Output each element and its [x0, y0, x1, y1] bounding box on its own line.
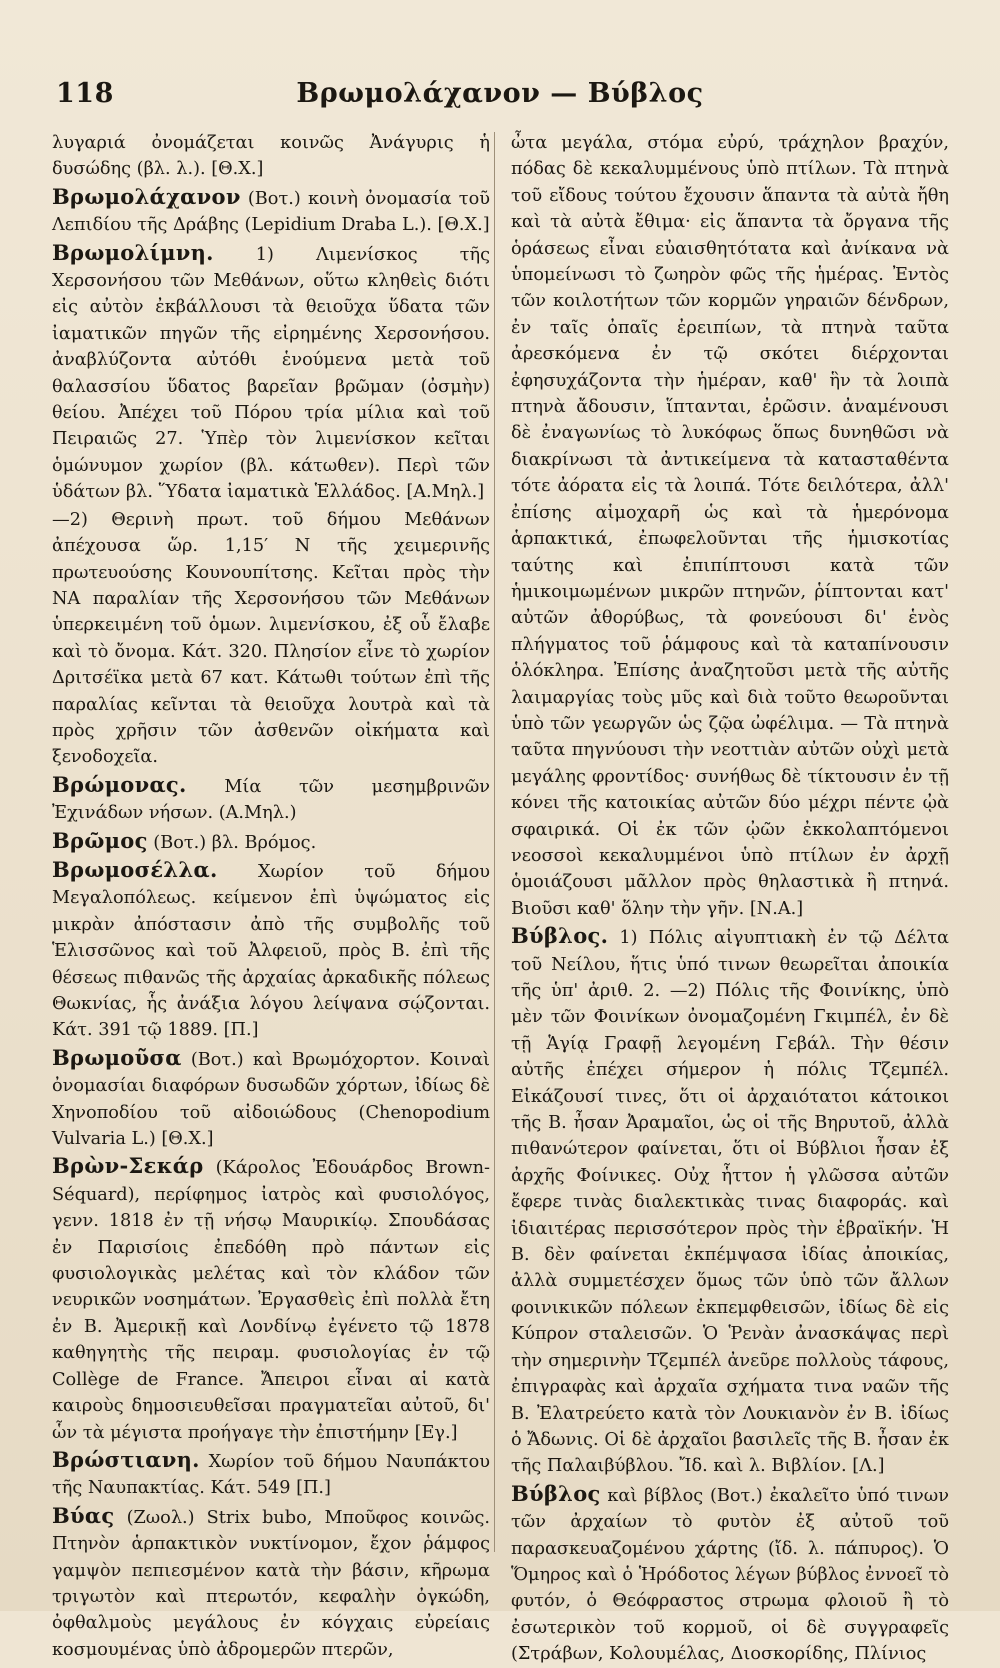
running-head: Βρωμολάχανον — Βύβλος [296, 78, 704, 109]
entry-text: 1) Πόλις αἰγυπτιακὴ ἐν τῷ Δέλτα τοῦ Νείλου, ἥτις ὑπό τινων θεωρεῖται ἀποικία τῆς ὑπ' ἀριθ. 2. —2) Πόλις τῆς Φοινίκης, ὑπὸ μὲν τῶν Φοινίκων ὀνομαζομένη Γκιμπέλ, ἐν δὲ τῇ Ἁγίᾳ Γραφῇ λεγομένη Γεβάλ. Τὴν θέσιν αὐτῆς ἐπέχει σήμερον ἡ πόλις Τζεμπέλ. Εἰκάζουσί τινες, ὅτι οἱ ἀρχαιότατοι κάτοικοι τῆς Β. ἦσαν Ἀραμαῖοι, ὡς οἱ τῆς Βηρυτοῦ, ἀλλὰ πιθανώτερον φαίνεται, ὅτι οἱ Βύβλιοι ἦσαν ἐξ ἀρχῆς Φοίνικες. Οὐχ ἧττον ἡ γλῶσσα αὐτῶν ἔφερε τινὰς διαλεκτικὰς τινας διαφοράς. καὶ ἰδιαιτέρας περισσότερον πρὸς τὴν ἑβραϊκήν. Ἡ Β. δὲν φαίνεται ἐκπέμψασα ἰδίας ἀποικίας, ἀλλὰ συμμετέσχεν ὅμως τῶν ὑπὸ τῶν ἄλλων φοινικικῶν πόλεων ἐκπεμφθεισῶν, ἰδίως δὲ εἰς Κύπρον σταλεισῶν. Ὁ Ῥενὰν ἀνασκάψας περὶ τὴν σημερινὴν Τζεμπέλ ἀνεῦρε πολλοὺς τάφους, ἐπιγραφὰς καὶ ἀρχαῖα σχήματα τινα ναῶν τῆς Β. Ἐλατρεύετο κατὰ τὸν Λουκιανὸν ἐν Β. ἰδίως ὁ Ἄδωνις. Οἱ δὲ ἀρχαῖοι βασιλεῖς τῆς Β. ἦσαν ἐκ τῆς Παλαιβύβλου. Ἴδ. καὶ λ. Βιβλίον. [Λ.] [511, 928, 949, 1477]
dictionary-entry [52, 507, 490, 771]
dictionary-entry [52, 828, 490, 856]
entry-headword: Βρώμονας. [52, 771, 187, 797]
entry-text: (Βοτ.) κοινὴ ὀνομασία τοῦ Λεπιδίου τῆς Δράβης (Lepidium Draba L.). [Θ.Χ.] [52, 188, 490, 236]
entry-text: (Ζωολ.) Strix bubo, Μποῦφος κοινῶς. Πτηνὸν ἁρπακτικὸν νυκτίνομον, ἔχον ῥάμφος γαμψὸν πεπιεσμένον κατὰ τὴν βάσιν, κῆρωμα τριγωτὸν καὶ πτερωτόν, κεφαλὴν ὀγκώδη, ὀφθαλμοὺς μεγάλους ἐν κόγχαις εὐρείαις κοσμουμένας ὑπὸ ἀδρομερῶν πτερῶν, [52, 1507, 490, 1660]
entry-headword: Βρώστιανη. [52, 1446, 200, 1472]
dictionary-entry [511, 923, 949, 1480]
entry-text: (Βοτ.) βλ. Βρόμος. [147, 832, 317, 853]
entry-text: (Κάρολος Ἐδουάρδος Brown-Séquard), περίφημος ἰατρὸς καὶ φυσιολόγος, γενν. 1818 ἐν τῇ νήσῳ Μαυρικίῳ. Σπουδάσας ἐν Παρισίοις ἐπεδόθη πρὸ πάντων εἰς φυσιολογικὰς μελέτας καὶ τὸν κλάδον τῶν νευρικῶν νοσημάτων. Ἐργασθεὶς ἐπὶ πολλὰ ἔτη ἐν Β. Ἀμερικῇ καὶ Λονδίνῳ ἐγένετο τῷ 1878 καθηγητὴς τῆς πειραμ. φυσιολογίας ἐν τῷ Collège de France. Ἄπειροι εἶναι αἱ κατὰ καιροὺς δημοσιευθεῖσαι πραγματεῖαι αὐτοῦ, δι' ὧν τὰ μέγιστα προήγαγε τὴν ἐπιστήμην [Εγ.] [52, 1158, 490, 1443]
entry-headword: Βρωμολάχανον [52, 183, 241, 209]
column-divider [494, 132, 495, 1552]
dictionary-entry [511, 130, 949, 922]
dictionary-entry [52, 1153, 490, 1445]
entry-headword: Βρωμολίμνη. [52, 239, 214, 265]
dictionary-entry [52, 184, 490, 239]
entry-headword: Βύβλος. [511, 923, 609, 949]
entry-text: Χωρίον τοῦ δήμου Ναυπάκτου τῆς Ναυπακτίας. Κάτ. 549 [Π.] [52, 1451, 490, 1499]
dictionary-entry [52, 857, 490, 1044]
entry-headword: Βρωμοῦσα [52, 1044, 182, 1070]
page-header [48, 78, 952, 114]
dictionary-entry [52, 1045, 490, 1153]
entry-text: ὦτα μεγάλα, στόμα εὐρύ, τράχηλον βραχύν, πόδας δὲ κεκαλυμμένους ὑπὸ πτίλων. Τὰ πτηνὰ τοῦ εἴδους τούτου ἔχουσιν ἅπαντα τὰ αὐτὰ ἤθη καὶ τὰ αὐτὰ ἔθιμα· εἰς ἅπαντα τὰ ὄργανα τῆς ὁράσεως εἶναι εὐαισθητότατα καὶ ἀνίκανα νὰ ὑπομείνωσι τὸ ζωηρὸν φῶς τῆς ἡμέρας. Ἐντὸς τῶν κοιλοτήτων τῶν κορμῶν γηραιῶν δένδρων, ἐν ταῖς ὀπαῖς ἐρειπίων, τὰ πτηνὰ ταῦτα ἀρεσκόμενα ἐν τῷ σκότει διέρχονται ἐφησυχάζοντα τὴν ἡμέραν, καθ' ἣν τὰ λοιπὰ πτηνὰ ἄδουσιν, ἵπτανται, ἐρῶσιν. ἀναμένουσι δὲ ἐναγωνίως τὸ λυκόφως ὅπως δυνηθῶσι νὰ διακρίνωσι τὰ ἀντικείμενα τὰ κατασταθέντα τότε ἀόρατα εἰς τὰ λοιπά. Τότε δειλότερα, ἀλλ' ἐπίσης αἱμοχαρῆ ὡς καὶ τὰ ἡμερόνομα ἁρπακτικά, ἐπωφελοῦνται τῆς ἡμισκοτίας ταύτης καὶ ἐπιπίπτουσι κατὰ τῶν ἡμικοιμωμένων μικρῶν πτηνῶν, ῥίπτονται κατ' αὐτῶν ἀθορύβως, τὰ φονεύουσι δι' ἑνὸς πλήγματος τοῦ ῥάμφους καὶ τὰ καταπίνουσιν ὁλόκληρα. Ἐπίσης ἀναζητοῦσι μετὰ τῆς αὐτῆς λαιμαργίας τοὺς μῦς καὶ διὰ τοῦτο θεωροῦνται ὑπὸ τῶν γεωργῶν ὡς ζῷα ὠφέλιμα. — Τὰ πτηνὰ ταῦτα πηγνύουσι τὴν νεοττιὰν αὐτῶν οὐχὶ μετὰ μεγάλης φροντίδος· συνήθως δὲ τίκτουσιν ἐν τῇ κόνει τῆς κατοικίας αὐτῶν δύο μέχρι πέντε ᾠὰ σφαιρικά. Οἱ ἐκ τῶν ᾠῶν ἐκκολαπτόμενοι νεοσσοὶ κεκαλυμμένοι ὑπὸ πτίλων ἐν ἀρχῇ ὁμοιάζουσι μᾶλλον πρὸς θηλαστικὰ ἢ πτηνά. Βιοῦσι καθ' ὅλην τὴν γῆν. [Ν.Α.] [511, 133, 949, 919]
entry-text: —2) Θερινὴ πρωτ. τοῦ δήμου Μεθάνων ἀπέχουσα ὥρ. 1,15′ Ν τῆς χειμερινῆς πρωτευούσης Κουνουπίτσης. Κεῖται πρὸς τὴν ΝΑ παραλίαν τῆς Χερσονήσου τῶν Μεθάνων ὑπερκειμένη τοῦ ὁμων. λιμενίσκου, ἐξ οὗ ἔλαβε καὶ τὸ ὄνομα. Κάτ. 320. Πλησίον εἶνε τὸ χωρίον Δριτσέϊκα μετὰ 67 κατ. Κάτωθι τούτων ἐπὶ τῆς παραλίας κεῖνται τὰ θειοῦχα λουτρὰ καὶ τὰ πρὸς χρῆσιν τῶν ἀσθενῶν οἰκήματα καὶ ξενοδοχεῖα. [52, 509, 490, 768]
dictionary-entry [52, 240, 490, 506]
dictionary-entry [52, 1447, 490, 1502]
dictionary-entry [52, 1503, 490, 1663]
entry-text: λυγαριά ὀνομάζεται κοινῶς Ἀνάγυρις ἡ δυσώδης (βλ. λ.). [Θ.Χ.] [52, 133, 490, 180]
entry-headword: Βρῶμος [52, 827, 148, 853]
entry-text: (Βοτ.) καὶ Βρωμόχορτον. Κοιναὶ ὀνομασίαι διαφόρων δυσωδῶν χόρτων, ἰδίως δὲ Χηνοποδίου τοῦ αἰδοιώδους (Chenopodium Vulvaria L.) [Θ.Χ.] [52, 1049, 490, 1150]
entry-text: Μία τῶν μεσημβρινῶν Ἐχινάδων νήσων. (Α.Μηλ.) [52, 776, 490, 824]
entry-text: καὶ βίβλος (Βοτ.) ἐκαλεῖτο ὑπό τινων τῶν ἀρχαίων τὸ φυτὸν ἐξ αὐτοῦ τοῦ παρασκευαζομένου χάρτης (ἴδ. λ. πάπυρος). Ὁ Ὅμηρος καὶ ὁ Ἡρόδοτος λέγων βύβλος ἐννοεῖ τὸ φυτόν, ὁ Θεόφραστος στρωμα φλοιοῦ ἢ τὸ ἐσωτερικὸν τοῦ κορμοῦ, οἱ δὲ συγγραφεῖς (Στράβων, Κολουμέλας, Διοσκορίδης, Πλίνιος [511, 1485, 949, 1665]
entry-headword: Βρωμοσέλλα. [52, 856, 218, 882]
left-column [52, 130, 490, 1660]
entry-headword: Βύβλος [511, 1480, 601, 1506]
entry-text: 1) Λιμενίσκος τῆς Χερσονήσου τῶν Μεθάνων, οὕτω κληθεὶς διότι εἰς αὐτὸν ἐκβάλλουσι τὰ θειοῦχα ὕδατα τῶν ἰαματικῶν πηγῶν τῆς εἰρημένης Χερσονήσου. ἀναβλύζοντα αὐτόθι ἑνούμενα μετὰ τοῦ θαλασσίου ὕδατος βαρεῖαν βρῶμαν (ὀσμὴν) θείου. Ἀπέχει τοῦ Πόρου τρία μίλια καὶ τοῦ Πειραιῶς 27. Ὑπὲρ τὸν λιμενίσκον κεῖται ὁμώνυμον χωρίον (βλ. κάτωθεν). Περὶ τῶν ὑδάτων βλ. Ὕδατα ἰαματικὰ Ἑλλάδος. [Α.Μηλ.] [52, 244, 490, 503]
right-column [511, 130, 949, 1665]
dictionary-entry [511, 1481, 949, 1668]
entry-headword: Βρὼν-Σεκάρ [52, 1153, 204, 1179]
dictionary-entry [52, 130, 490, 183]
dictionary-entry [52, 772, 490, 827]
entry-text: Χωρίον τοῦ δήμου Μεγαλοπόλεως. κείμενον ἐπὶ ὑψώματος εἰς μικρὰν ἀπόστασιν ἀπὸ τῆς συμβολῆς τοῦ Ἑλισσῶνος καὶ τοῦ Ἀλφειοῦ, πρὸς Β. ἐπὶ τῆς θέσεως πιθανῶς τῆς ἀρχαίας ἀρκαδικῆς πόλεως Θωκνίας, ἧς ἀνάξια λόγου λείψανα σῴζονται. Κάτ. 391 τῷ 1889. [Π.] [52, 861, 490, 1041]
page-number: 118 [56, 78, 114, 109]
entry-headword: Βύας [52, 1502, 115, 1528]
